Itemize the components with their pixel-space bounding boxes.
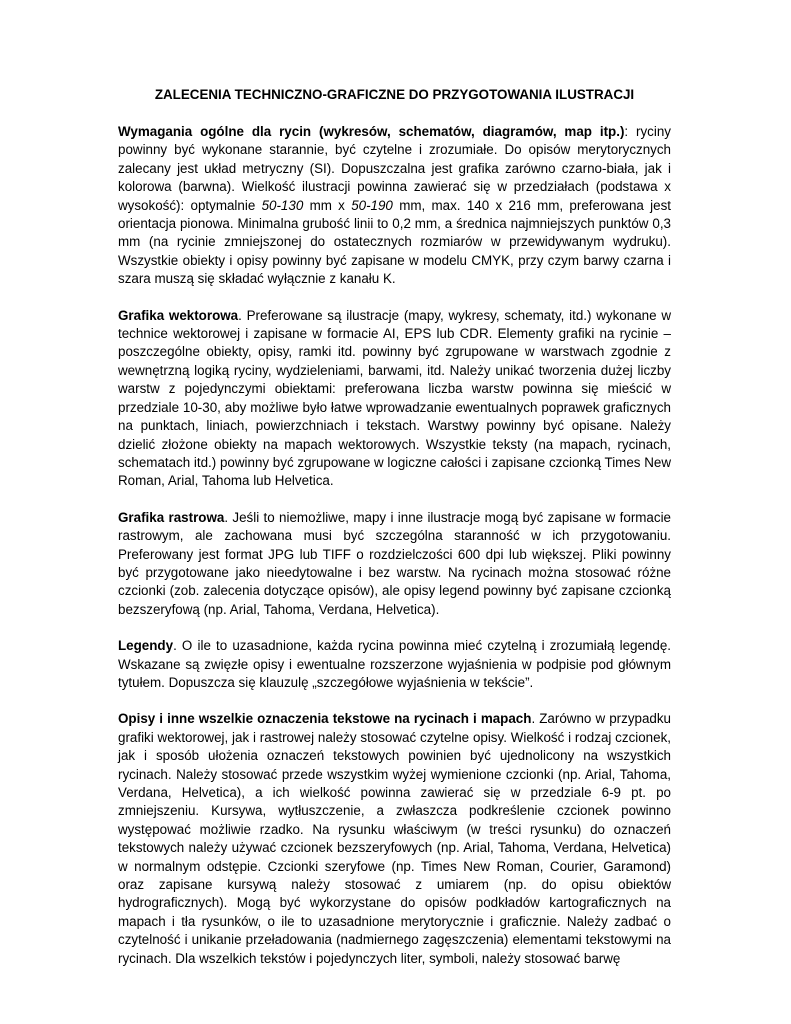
section-text: . O ile to uzasadnione, każda rycina powinna mieć czytelną i zrozumiałą legendę. Wskazane są zwięzłe opisy i ewentualne rozszerzone wyjaśnienia w podpisie pod głównym tytułem. Dopuszcza się klauzulę „szczegółowe wyjaśnienia w tekście”. bbox=[118, 638, 671, 690]
section-text: . Preferowane są ilustracje (mapy, wykresy, schematy, itd.) wykonane w technice wektorowej i zapisane w formacie AI, EPS lub CDR. Elementy grafiki na rycinie – poszczególne obiekty, opisy, ramki itd. powinny być zgrupowane w warstwach zgodnie z wewnętrzną logiką ryciny, wydzieleniami, barwami, itd. Należy unikać tworzenia dużej liczby warstw z pojedynczymi obiektami: preferowana liczba warstw powinna się mieścić w przedziale 10-30, aby możliwe było łatwe wprowadzanie ewentualnych poprawek graficznych na punktach, liniach, powierzchniach i tekstach. Warstwy powinny być opisane. Należy dzielić złożone obiekty na mapach wektorowych. Wszystkie teksty (na mapach, rycinach, schematach itd.) powinny być zgrupowane w logiczne całości i zapisane czcionką Times New Roman, Arial, Tahoma lub Helvetica. bbox=[118, 307, 671, 489]
italic-range: 50-130 bbox=[261, 197, 304, 213]
document-title: ZALECENIA TECHNICZNO-GRAFICZNE DO PRZYGOTOWANIA ILUSTRACJI bbox=[154, 87, 635, 102]
italic-range: 50-190 bbox=[351, 197, 393, 213]
section-heading: Grafika rastrowa bbox=[118, 509, 225, 525]
section-text: : ryciny powinny być wykonane starannie, być czytelne i zrozumiałe. Do opisów merytorycznych zalecany jest układ metryczny (SI). Dopuszczalna jest grafika zarówno czarno-biała, jak i kolorowa (barwna). Wielkość ilustracji powinna zawierać się w przedziałach (podstawa x wysokość): optymalnie bbox=[118, 124, 671, 213]
section-text: mm x bbox=[303, 197, 352, 213]
section-heading: Opisy i inne wszelkie oznaczenia tekstowe na rycinach i mapach bbox=[118, 711, 532, 727]
section-text-labels bbox=[118, 710, 671, 968]
section-text: . Zarówno w przypadku grafiki wektorowej, jak i rastrowej należy stosować czytelne opisy. Wielkość i rodzaj czcionek, jak i sposób ułożenia oznaczeń tekstowych powinien być ujednolicony na wszystkich rycinach. Należy stosować przede wszystkim wyżej wymienione czcionki (np. Arial, Tahoma, Verdana, Helvetica), a ich wielkość powinna zawierać się w przedziale 6-9 pt. po zmniejszeniu. Kursywa, wytłuszczenie, a zwłaszcza podkreślenie czcionek powinno występować możliwie rzadko. Na rysunku właściwym (w treści rysunku) do oznaczeń tekstowych należy używać czcionek bezszeryfowych (np. Arial, Tahoma, Verdana, Helvetica) w normalnym odstępie. Czcionki szeryfowe (np. Times New Roman, Courier, Garamond) oraz zapisane kursywą należy stosować z umiarem (np. do opisu obiektów hydrograficznych). Mogą być wykorzystane do opisów podkładów kartograficznych na mapach i tła rysunków, o ile to uzasadnione merytorycznie i graficznie. Należy zadbać o czytelność i unikanie przeładowania (nadmiernego zagęszczenia) elementami tekstowymi na rycinach. Dla wszelkich tekstów i pojedynczych liter, symboli, należy stosować barwę bbox=[118, 711, 671, 966]
section-heading: Legendy bbox=[118, 638, 174, 654]
section-vector-graphics bbox=[118, 307, 671, 491]
section-text: mm, max. 140 x 216 mm, preferowana jest orientacja pionowa. Minimalna grubość linii to 0,2 mm, a średnica najmniejszych punktów 0,3 mm (na rycinie zmniejszonej do ostatecznych rozmiarów w przewidywanym wydruku). Wszystkie obiekty i opisy powinny być zapisane w modelu CMYK, przy czym barwy czarna i szara muszą się składać wyłącznie z kanału K. bbox=[118, 197, 672, 287]
document-page bbox=[118, 86, 671, 986]
section-raster-graphics bbox=[118, 509, 671, 619]
section-heading: Grafika wektorowa bbox=[118, 307, 239, 323]
section-legends bbox=[118, 637, 671, 692]
section-general-requirements bbox=[118, 123, 671, 289]
section-text: . Jeśli to niemożliwe, mapy i inne ilustracje mogą być zapisane w formacie rastrowym, ale zachowana musi być szczególna staranność w ich przygotowaniu. Preferowany jest format JPG lub TIFF o rozdzielczości 600 dpi lub większej. Pliki powinny być przygotowane jako nieedytowalne i bez warstw. Na rycinach można stosować różne czcionki (zob. zalecenia dotyczące opisów), ale opisy legend powinny być zapisane czcionką bezszeryfową (np. Arial, Tahoma, Verdana, Helvetica). bbox=[118, 509, 671, 617]
section-heading: Wymagania ogólne dla rycin (wykresów, schematów, diagramów, map itp.) bbox=[118, 124, 625, 139]
